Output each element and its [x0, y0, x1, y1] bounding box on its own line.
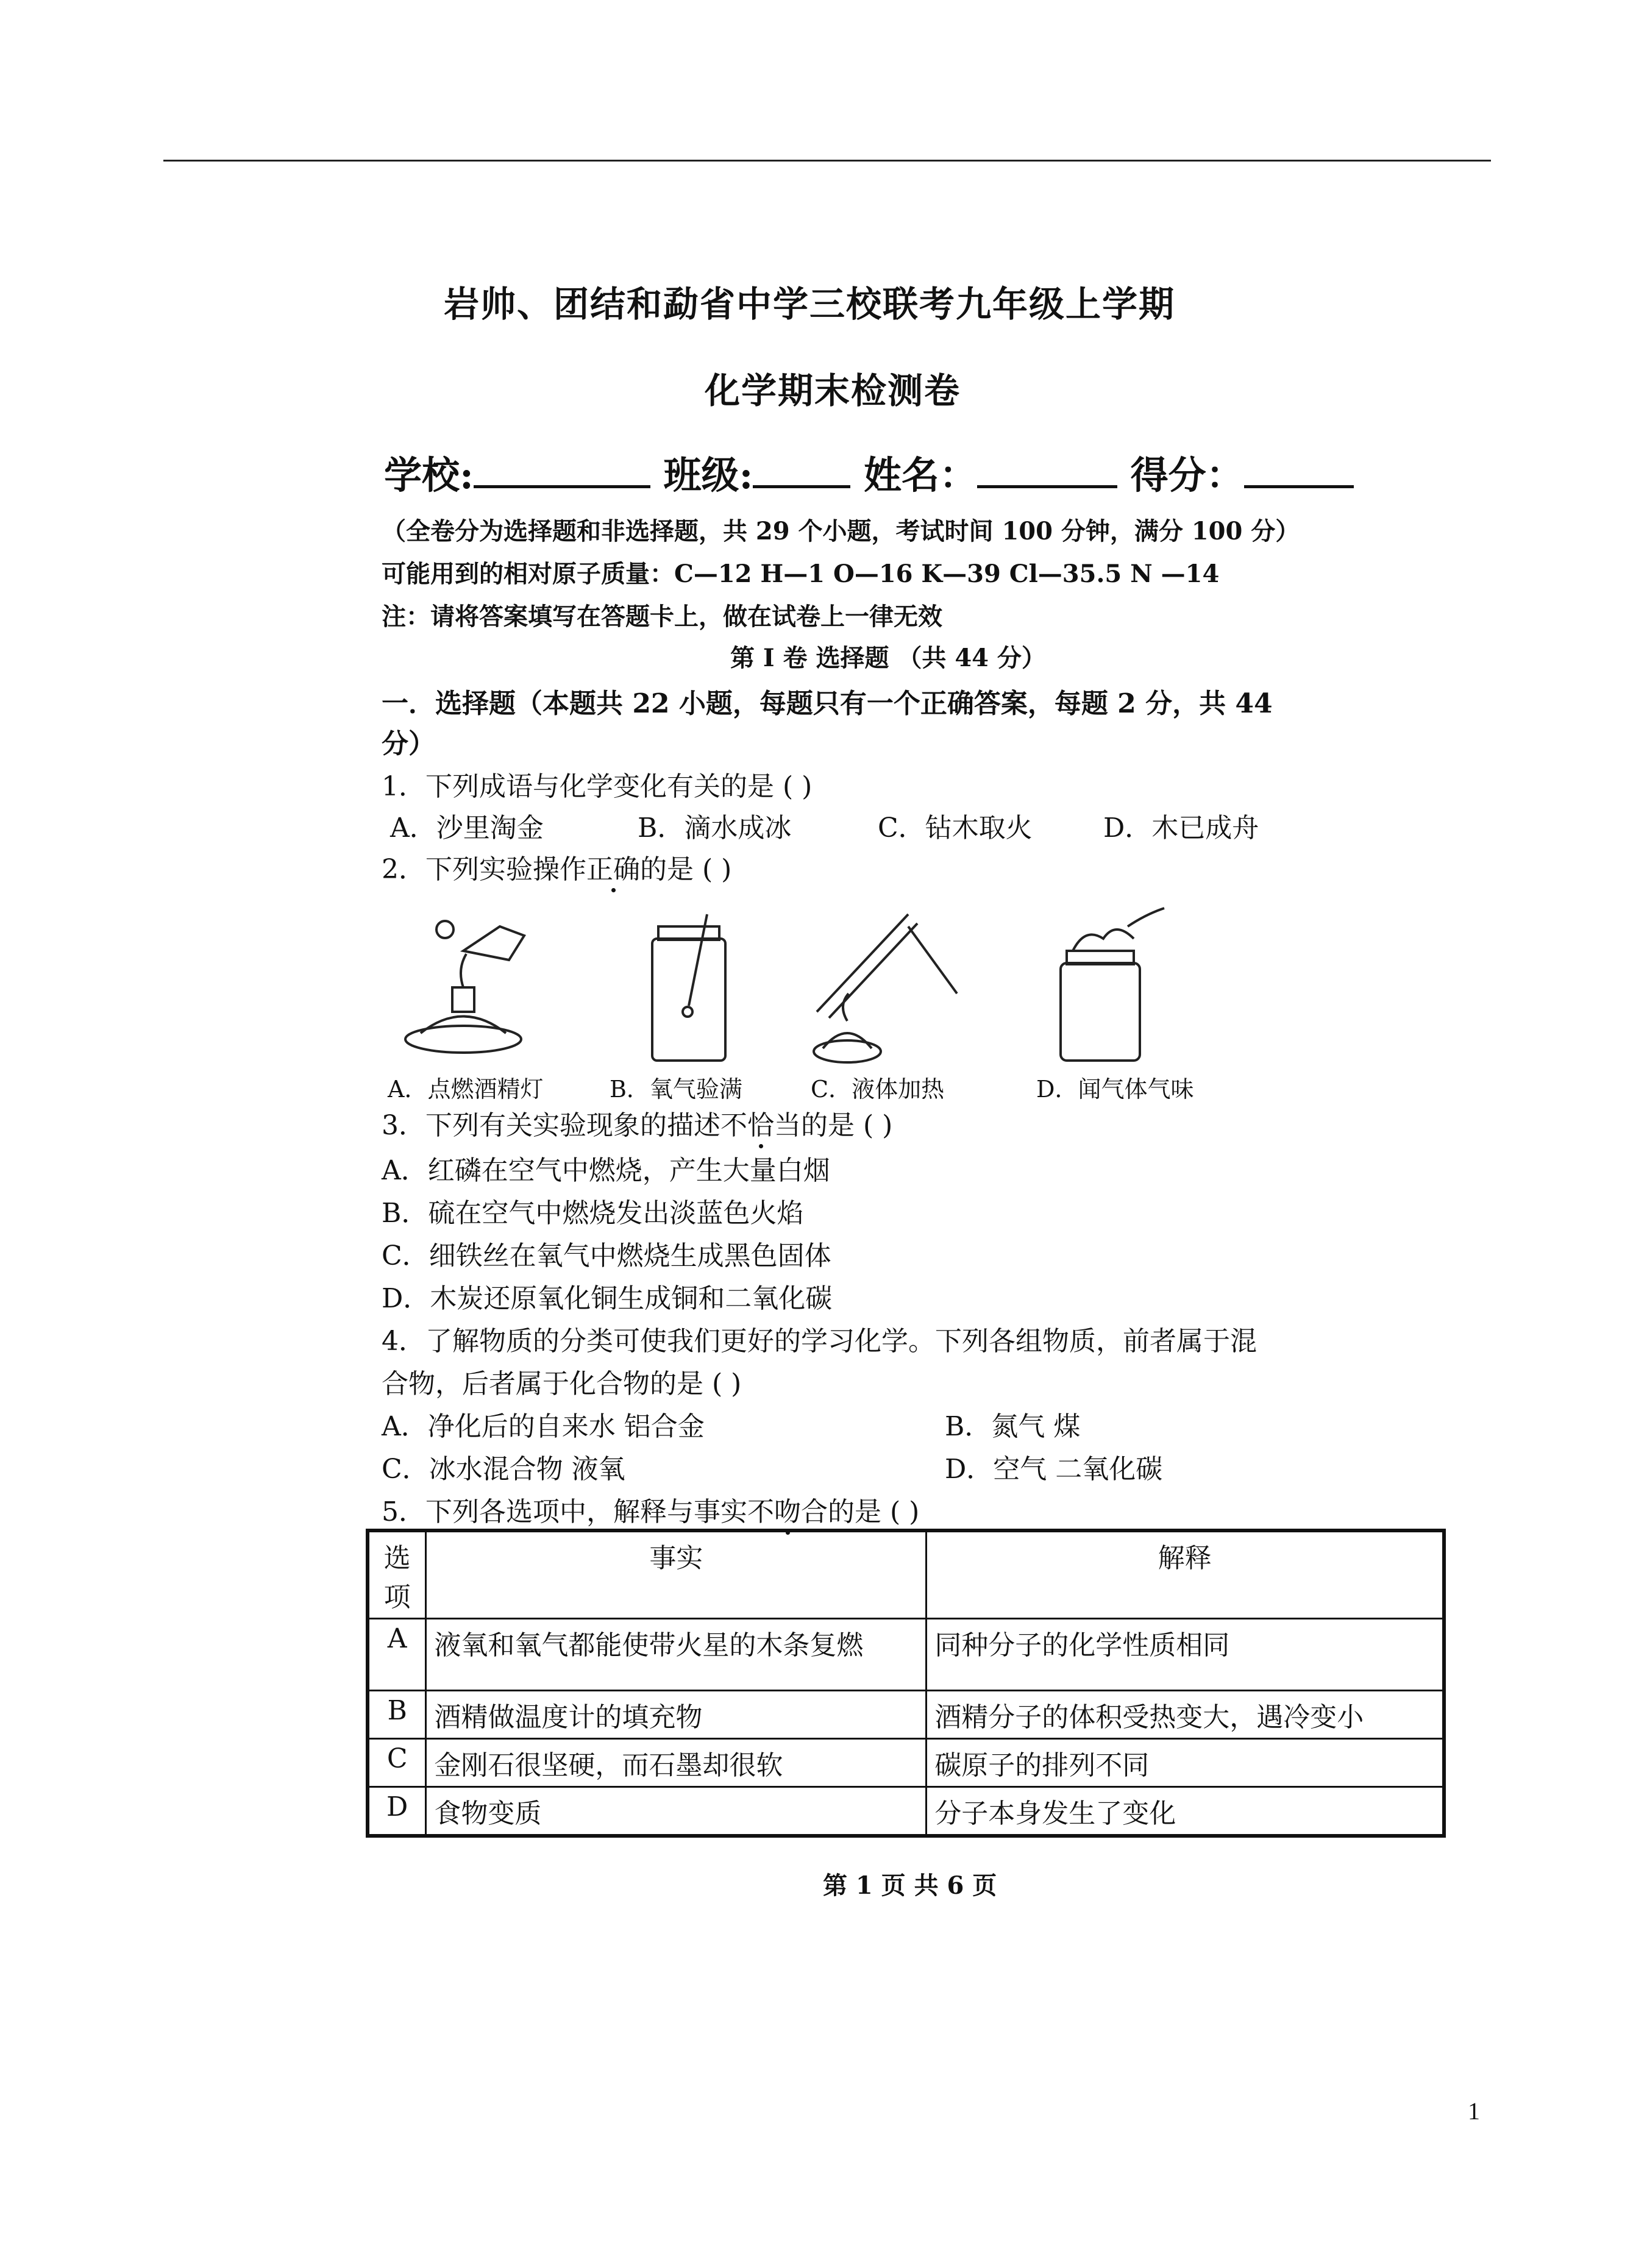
- q5-stem-post: 的是 ( ): [828, 1496, 920, 1527]
- student-info-line: [384, 445, 1354, 499]
- q2-label-d: D．闻气体气味: [1036, 1076, 1194, 1103]
- gas-odor-smelling-icon: [1061, 908, 1164, 1061]
- lab-operations-figure: [372, 902, 1225, 1085]
- table-header-row: [368, 1530, 1444, 1619]
- q5-stem-emphasis: 不吻合: [747, 1496, 828, 1527]
- table-row: [368, 1691, 1444, 1739]
- q4-option-a: A．净化后的自来水 铝合金: [382, 1411, 705, 1442]
- row-explanation: 碳原子的排列不同: [927, 1739, 1444, 1787]
- table-row: [368, 1619, 1444, 1691]
- q2-stem-post: 的是 ( ): [640, 854, 732, 885]
- q2-label-c: C．液体加热: [811, 1076, 945, 1103]
- class-label: 班级:: [663, 453, 753, 497]
- q4-option-c: C．冰水混合物 液氧: [382, 1454, 625, 1485]
- row-fact: 食物变质: [426, 1787, 927, 1836]
- score-label: 得分：: [1130, 453, 1244, 497]
- exam-scope-note: （全卷分为选择题和非选择题，共 29 个小题，考试时间 100 分钟，满分 100 分）: [382, 517, 1300, 546]
- table-row: [368, 1787, 1444, 1836]
- row-fact: 金刚石很坚硬，而石墨却很软: [426, 1739, 927, 1787]
- top-rule: [163, 160, 1491, 162]
- q1-option-a: A．沙里淘金: [390, 812, 544, 844]
- header-option: 选项: [368, 1530, 426, 1619]
- q2-label-b: B．氧气验满: [610, 1076, 742, 1103]
- section-heading-line1: 一．选择题（本题共 22 小题，每题只有一个正确答案，每题 2 分，共 44: [382, 688, 1273, 719]
- row-explanation: 分子本身发生了变化: [927, 1787, 1444, 1836]
- name-label: 姓名：: [863, 453, 977, 497]
- row-option: D: [368, 1787, 426, 1836]
- row-option: A: [368, 1619, 426, 1691]
- q1-stem: 1．下列成语与化学变化有关的是 ( ): [382, 771, 813, 802]
- school-label: 学校:: [384, 453, 474, 497]
- atomic-mass-note: 可能用到的相对原子质量：C—12 H—1 O—16 K—39 Cl—35.5 N —14: [382, 560, 1220, 588]
- page-footer: 第 1 页 共 6 页: [823, 1871, 997, 1900]
- row-option: C: [368, 1739, 426, 1787]
- gas-bottle-oxygen-test-icon: [652, 914, 725, 1061]
- q3-stem: [382, 1103, 892, 1142]
- q4-stem-line1: 4．了解物质的分类可使我们更好的学习化学。下列各组物质，前者属于混: [382, 1326, 1257, 1357]
- q2-stem: [382, 847, 731, 886]
- q3-option-c: C．细铁丝在氧气中燃烧生成黑色固体: [382, 1240, 831, 1271]
- header-explanation: 解释: [927, 1530, 1444, 1619]
- row-fact: 酒精做温度计的填充物: [426, 1691, 927, 1739]
- alcohol-lamp-lighting-icon: [405, 921, 524, 1053]
- q1-option-d: D．木已成舟: [1103, 812, 1259, 844]
- class-blank[interactable]: [753, 453, 850, 488]
- exam-title-line1: 岩帅、团结和勐省中学三校联考九年级上学期: [444, 283, 1176, 325]
- corner-page-number: 1: [1468, 2097, 1480, 2125]
- q5-facts-table: [366, 1529, 1446, 1838]
- q3-option-d: D．木炭还原氧化铜生成铜和二氧化碳: [382, 1283, 833, 1314]
- row-explanation: 同种分子的化学性质相同: [927, 1619, 1444, 1691]
- q3-stem-emphasis: 不恰当: [720, 1110, 801, 1141]
- q5-stem-pre: 5．下列各选项中，解释与事实: [382, 1496, 747, 1527]
- q3-stem-post: 的是 ( ): [801, 1110, 893, 1141]
- exam-title-line2: 化学期末检测卷: [705, 370, 961, 411]
- row-option: B: [368, 1691, 426, 1739]
- school-blank[interactable]: [474, 453, 650, 488]
- row-explanation: 酒精分子的体积受热变大，遇冷变小: [927, 1691, 1444, 1739]
- q2-label-a: A．点燃酒精灯: [388, 1076, 544, 1103]
- q4-option-d: D．空气 二氧化碳: [945, 1454, 1163, 1485]
- q3-option-a: A．红磷在空气中燃烧，产生大量白烟: [382, 1155, 830, 1186]
- table-row: [368, 1739, 1444, 1787]
- answer-card-note: 注：请将答案填写在答题卡上，做在试卷上一律无效: [382, 602, 942, 631]
- header-fact: 事实: [426, 1530, 927, 1619]
- q4-stem-line2: 合物，后者属于化合物的是 ( ): [382, 1368, 742, 1399]
- score-blank[interactable]: [1244, 453, 1354, 488]
- q2-stem-emphasis: 正确: [586, 854, 640, 885]
- q1-option-c: C．钻木取火: [878, 812, 1033, 844]
- q1-option-b: B．滴水成冰: [638, 812, 792, 844]
- q2-stem-pre: 2．下列实验操作: [382, 854, 586, 885]
- liquid-heating-icon: [814, 914, 957, 1062]
- section-heading-line2: 分）: [382, 728, 435, 759]
- q3-stem-pre: 3．下列有关实验现象的描述: [382, 1110, 720, 1141]
- name-blank[interactable]: [977, 453, 1117, 488]
- q5-stem: [382, 1490, 919, 1529]
- part-one-title: 第 I 卷 选择题 （共 44 分）: [730, 644, 1046, 672]
- q3-option-b: B．硫在空气中燃烧发出淡蓝色火焰: [382, 1198, 804, 1229]
- q4-option-b: B．氮气 煤: [945, 1411, 1081, 1442]
- row-fact: 液氧和氧气都能使带火星的木条复燃: [426, 1619, 927, 1691]
